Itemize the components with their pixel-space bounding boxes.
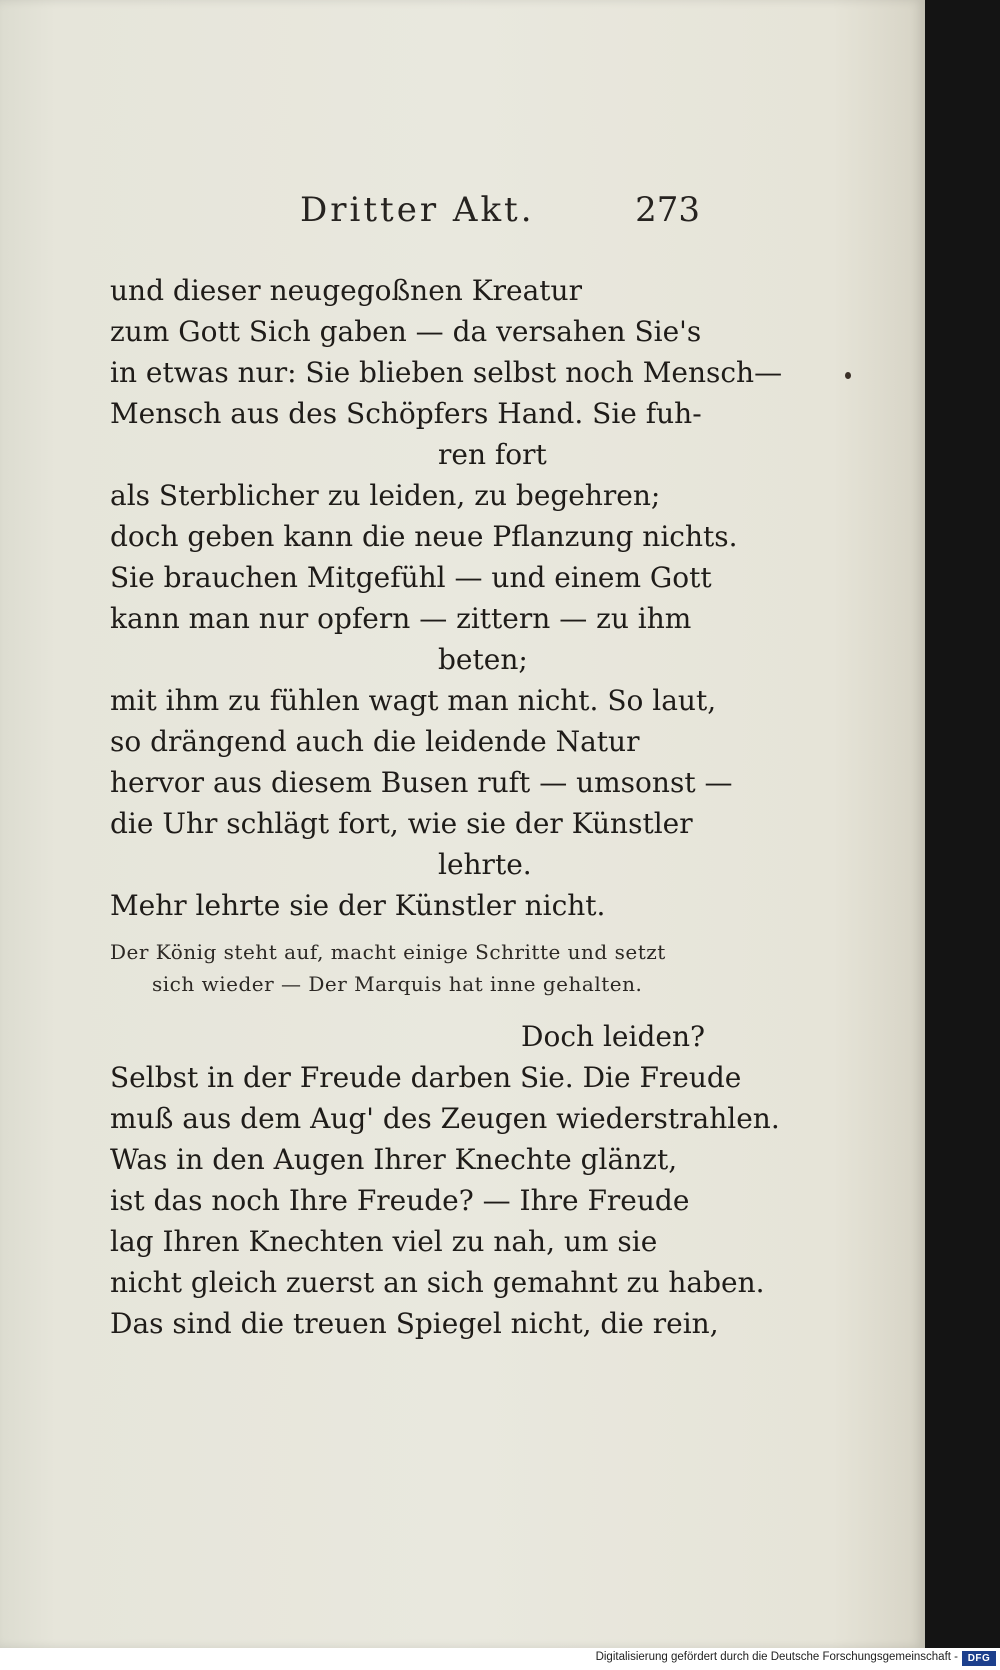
verse-line: kann man nur opfern — zittern — zu ihm	[110, 602, 692, 635]
verse-line: mit ihm zu fühlen wagt man nicht. So laut,	[110, 684, 717, 717]
verse-line: hervor aus diesem Busen ruft — umsonst —	[110, 766, 733, 799]
speech-opening: Doch leiden?	[521, 1020, 705, 1053]
verse-line: nicht gleich zuerst an sich gemahnt zu haben.	[110, 1266, 765, 1299]
verse-turnover: ren fort	[438, 438, 547, 471]
scan-background	[925, 0, 1000, 1648]
verse-line: doch geben kann die neue Pflanzung nichts.	[110, 520, 738, 553]
ink-spot	[845, 372, 851, 379]
page-header	[290, 190, 700, 236]
verse-line: muß aus dem Aug' des Zeugen wiederstrahlen.	[110, 1102, 780, 1135]
page-number: 273	[635, 190, 700, 230]
verse-line: Mensch aus des Schöpfers Hand. Sie fuh-	[110, 397, 702, 430]
verse-text	[110, 270, 783, 1344]
funding-credit: Digitalisierung gefördert durch die Deutsche Forschungsgemeinschaft -	[595, 1651, 958, 1663]
verse-turnover: beten;	[438, 643, 528, 676]
verse-line: lag Ihren Knechten viel zu nah, um sie	[110, 1225, 658, 1258]
verse-line: Das sind die treuen Spiegel nicht, die rein,	[110, 1307, 719, 1340]
verse-line: ist das noch Ihre Freude? — Ihre Freude	[110, 1184, 690, 1217]
stage-direction-line: Der König steht auf, macht einige Schritte und setzt	[110, 940, 666, 964]
verse-line: in etwas nur: Sie blieben selbst noch Mensch—	[110, 356, 783, 389]
verse-line: Mehr lehrte sie der Künstler nicht.	[110, 889, 606, 922]
verse-line: als Sterblicher zu leiden, zu begehren;	[110, 479, 661, 512]
verse-line: und dieser neugegoßnen Kreatur	[110, 274, 582, 307]
verse-line: Was in den Augen Ihrer Knechte glänzt,	[110, 1143, 678, 1176]
verse-turnover: lehrte.	[438, 848, 532, 881]
stage-direction	[110, 936, 705, 1000]
verse-line: Selbst in der Freude darben Sie. Die Freude	[110, 1061, 742, 1094]
dfg-logo: DFG	[962, 1651, 996, 1666]
verse-line: die Uhr schlägt fort, wie sie der Künstler	[110, 807, 693, 840]
verse-line: so drängend auch die leidende Natur	[110, 725, 640, 758]
running-head: Dritter Akt.	[300, 190, 535, 230]
verse-line: Sie brauchen Mitgefühl — und einem Gott	[110, 561, 712, 594]
verse-line: zum Gott Sich gaben — da versahen Sie's	[110, 315, 702, 348]
stage-direction-line: sich wieder — Der Marquis hat inne gehalten.	[152, 972, 643, 996]
